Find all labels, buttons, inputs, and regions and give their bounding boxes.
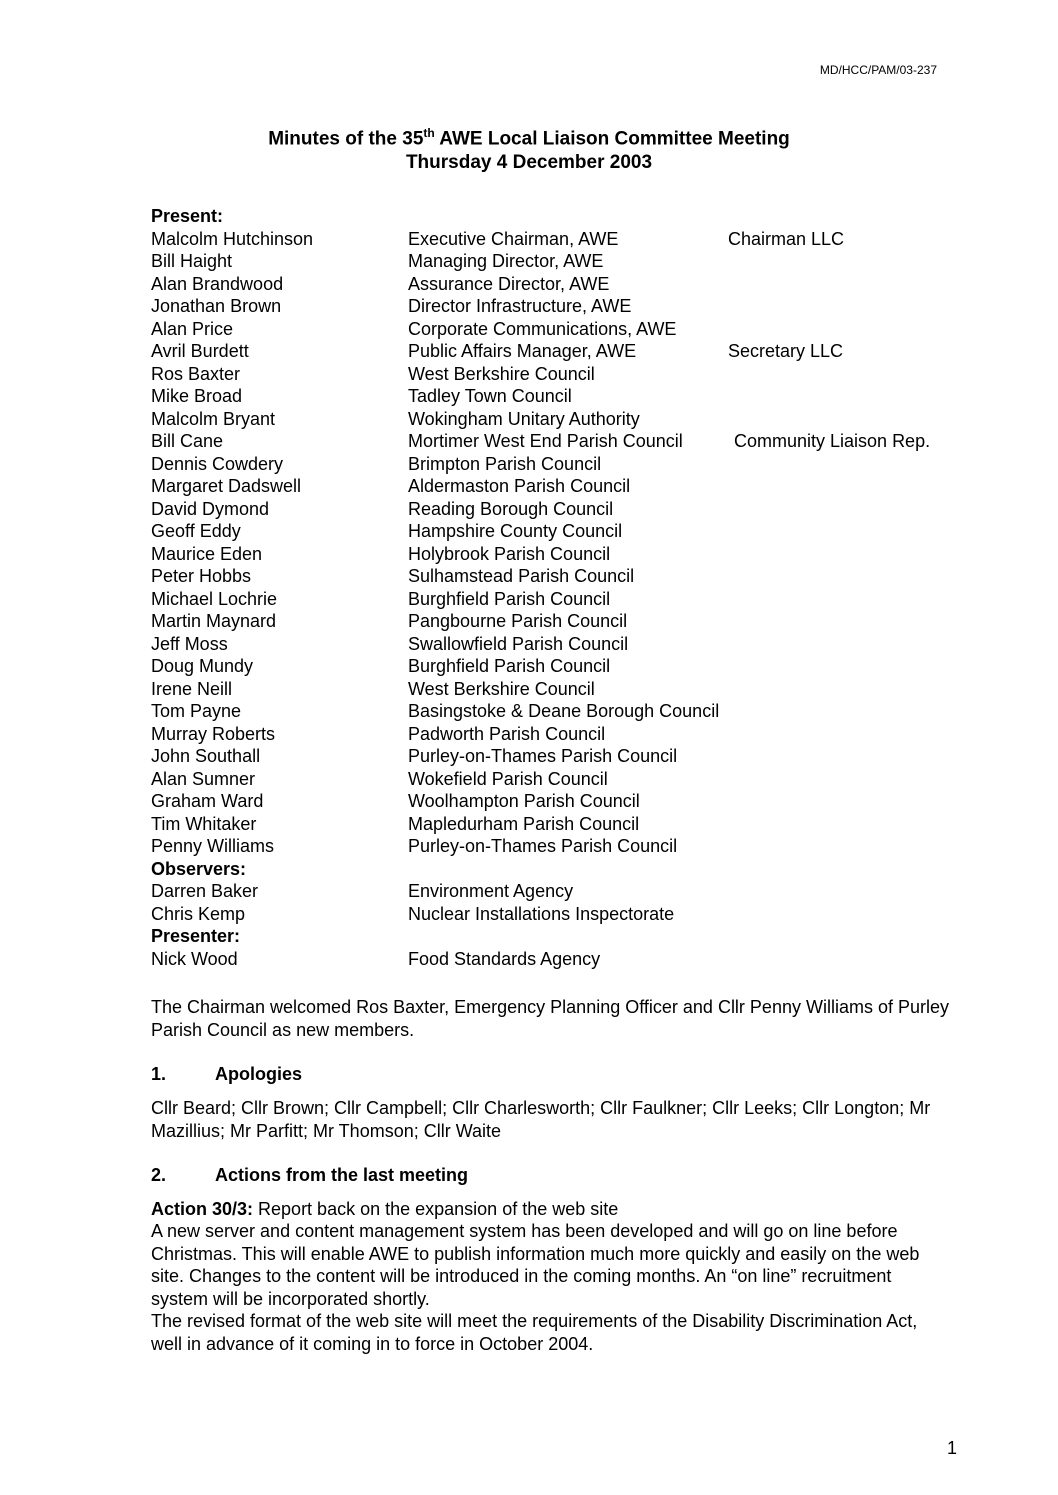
attendee-row <box>151 745 971 768</box>
attendee-name: Alan Price <box>151 318 234 339</box>
attendee-organisation: Environment Agency <box>408 881 574 901</box>
attendee-row <box>151 408 971 431</box>
attendee-row <box>151 340 971 363</box>
attendee-row <box>151 453 971 476</box>
attendee-row <box>151 543 971 566</box>
attendee-row <box>151 768 971 791</box>
attendee-name: Martin Maynard <box>151 611 277 631</box>
attendee-name: John Southall <box>151 746 261 766</box>
section-title: Apologies <box>215 1064 303 1084</box>
attendee-organisation: Swallowfield Parish Council <box>408 633 629 654</box>
present-heading <box>151 205 971 228</box>
presenter-heading-label: Presenter: <box>151 926 241 946</box>
attendee-organisation: Mapledurham Parish Council <box>408 813 640 834</box>
attendee-name: Margaret Dadswell <box>151 476 302 496</box>
attendee-row <box>151 228 971 251</box>
presenter-list <box>151 948 971 971</box>
observers-heading <box>151 858 971 881</box>
attendee-row <box>151 610 971 633</box>
observers-list <box>151 880 971 925</box>
attendee-row <box>151 700 971 723</box>
section-actions-heading <box>151 1164 468 1187</box>
attendee-name: Tom Payne <box>151 701 242 721</box>
action-paragraph-1: A new server and content management system has been developed and will go on line before Christmas. This will enable AWE to publish information much more quickly and easily on the web site. Changes to the content will be introduced in the coming months. An “on line” recruitment system will be incorporated shortly. <box>151 1221 920 1309</box>
attendee-organisation: Food Standards Agency <box>408 948 601 969</box>
attendee-organisation: Reading Borough Council <box>408 498 614 519</box>
attendee-organisation: West Berkshire Council <box>408 363 595 384</box>
attendee-organisation: Burghfield Parish Council <box>408 588 611 609</box>
attendee-row <box>151 655 971 678</box>
present-heading-label: Present: <box>151 206 224 226</box>
attendee-name: Malcolm Bryant <box>151 408 276 429</box>
attendee-role: Chairman LLC <box>728 228 845 249</box>
attendee-row <box>151 678 971 701</box>
apologies-text: Cllr Beard; Cllr Brown; Cllr Campbell; Cllr Charlesworth; Cllr Faulkner; Cllr Leeks; Cllr Longton; Mr Mazillius; Mr Parfitt; Mr Thomson; Cllr Waite <box>151 1098 931 1141</box>
attendee-name: Mike Broad <box>151 386 243 406</box>
attendee-organisation: Hampshire County Council <box>408 521 623 541</box>
attendee-name: Tim Whitaker <box>151 813 257 834</box>
attendee-name: Darren Baker <box>151 881 259 901</box>
attendee-name: Penny Williams <box>151 836 275 856</box>
meeting-date: Thursday 4 December 2003 <box>405 152 653 173</box>
action-item <box>151 1198 951 1221</box>
section-number: 1. <box>151 1064 167 1084</box>
observers-heading-label: Observers: <box>151 858 247 879</box>
attendee-row <box>151 295 971 318</box>
attendee-organisation: West Berkshire Council <box>408 678 595 699</box>
attendee-name: Bill Cane <box>151 431 224 451</box>
attendee-row <box>151 250 971 273</box>
attendee-row <box>151 318 971 341</box>
attendee-list <box>151 205 971 970</box>
attendee-organisation: Burghfield Parish Council <box>408 656 611 676</box>
page-number: 1 <box>946 1438 957 1458</box>
attendee-name: Alan Sumner <box>151 768 256 789</box>
attendee-organisation: Wokingham Unitary Authority <box>408 408 640 429</box>
attendee-row <box>151 723 971 746</box>
attendee-name: Geoff Eddy <box>151 521 241 541</box>
attendee-role: Community Liaison Rep. <box>734 431 931 451</box>
attendee-name: Chris Kemp <box>151 903 246 924</box>
attendee-organisation: Managing Director, AWE <box>408 251 604 271</box>
action-label: Action 30/3: <box>151 1199 254 1219</box>
attendee-name: Michael Lochrie <box>151 588 278 609</box>
title-line1-pre: Minutes of the 35 <box>268 128 424 150</box>
attendee-row <box>151 475 971 498</box>
attendee-row <box>151 498 971 521</box>
attendee-row <box>151 835 971 858</box>
attendee-name: Dennis Cowdery <box>151 453 284 474</box>
attendee-name: Ros Baxter <box>151 363 241 384</box>
present-list <box>151 228 971 858</box>
attendee-organisation: Mortimer West End Parish Council <box>408 431 683 451</box>
page-title <box>0 126 1058 150</box>
attendee-name: Alan Brandwood <box>151 273 284 294</box>
action-paragraph-2: The revised format of the web site will meet the requirements of the Disability Discrimination Act, well in advance of it coming in to force in October 2004. <box>151 1311 918 1354</box>
attendee-row <box>151 813 971 836</box>
attendee-organisation: Director Infrastructure, AWE <box>408 296 632 316</box>
attendee-organisation: Woolhampton Parish Council <box>408 791 640 811</box>
attendee-organisation: Brimpton Parish Council <box>408 453 602 474</box>
attendee-name: Maurice Eden <box>151 543 263 564</box>
attendee-row <box>151 588 971 611</box>
attendee-name: Doug Mundy <box>151 656 254 676</box>
welcome-paragraph: The Chairman welcomed Ros Baxter, Emergency Planning Officer and Cllr Penny Williams of Purley Parish Council as new members. <box>151 997 949 1040</box>
attendee-organisation: Corporate Communications, AWE <box>408 318 677 339</box>
title-line1-post: AWE Local Liaison Committee Meeting <box>434 128 790 150</box>
attendee-row <box>151 565 971 588</box>
attendee-row <box>151 880 971 903</box>
attendee-organisation: Purley-on-Thames Parish Council <box>408 746 678 766</box>
attendee-organisation: Public Affairs Manager, AWE <box>408 341 637 361</box>
attendee-name: Irene Neill <box>151 678 233 699</box>
attendee-name: Malcolm Hutchinson <box>151 228 314 249</box>
attendee-role: Secretary LLC <box>728 341 844 361</box>
attendee-row <box>151 948 971 971</box>
document-reference: MD/HCC/PAM/03-237 <box>819 63 937 77</box>
title-line1-sup: th <box>423 126 435 140</box>
attendee-organisation: Basingstoke & Deane Borough Council <box>408 701 720 721</box>
attendee-organisation: Purley-on-Thames Parish Council <box>408 836 678 856</box>
section-number: 2. <box>151 1165 167 1185</box>
section-title: Actions from the last meeting <box>215 1165 469 1185</box>
attendee-row <box>151 633 971 656</box>
attendee-row <box>151 520 971 543</box>
attendee-name: David Dymond <box>151 498 270 519</box>
attendee-organisation: Wokefield Parish Council <box>408 768 608 789</box>
attendee-name: Avril Burdett <box>151 341 249 361</box>
attendee-organisation: Nuclear Installations Inspectorate <box>408 903 675 924</box>
attendee-name: Graham Ward <box>151 791 264 811</box>
attendee-row <box>151 790 971 813</box>
attendee-name: Nick Wood <box>151 948 238 969</box>
attendee-organisation: Assurance Director, AWE <box>408 273 610 294</box>
attendee-name: Murray Roberts <box>151 723 276 744</box>
attendee-name: Jonathan Brown <box>151 296 282 316</box>
attendee-row <box>151 903 971 926</box>
attendee-organisation: Padworth Parish Council <box>408 723 606 744</box>
attendee-row <box>151 385 971 408</box>
attendee-row <box>151 363 971 386</box>
attendee-organisation: Pangbourne Parish Council <box>408 611 628 631</box>
action-description: Report back on the expansion of the web site <box>253 1199 619 1219</box>
attendee-organisation: Sulhamstead Parish Council <box>408 566 635 586</box>
attendee-organisation: Tadley Town Council <box>408 386 572 406</box>
attendee-name: Jeff Moss <box>151 633 228 654</box>
presenter-heading <box>151 925 971 948</box>
attendee-organisation: Executive Chairman, AWE <box>408 228 619 249</box>
attendee-row <box>151 273 971 296</box>
attendee-name: Bill Haight <box>151 251 233 271</box>
attendee-organisation: Holybrook Parish Council <box>408 543 611 564</box>
attendee-name: Peter Hobbs <box>151 566 252 586</box>
attendee-row <box>151 430 971 453</box>
attendee-organisation: Aldermaston Parish Council <box>408 476 631 496</box>
section-apologies-heading <box>151 1063 302 1086</box>
